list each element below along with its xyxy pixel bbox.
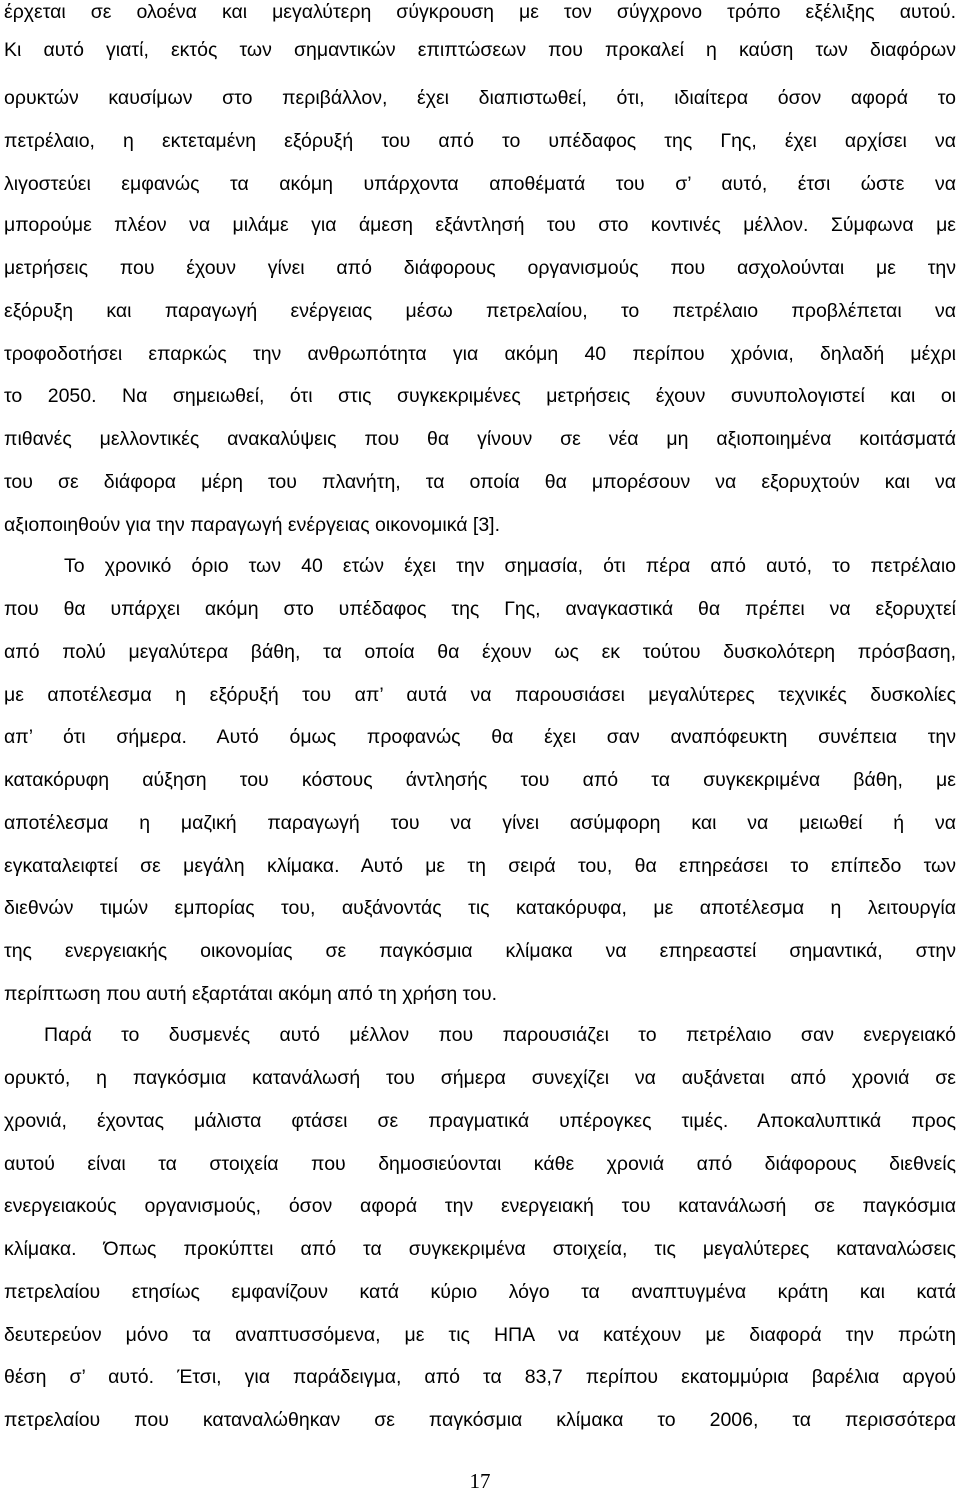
text-line: θέση σ’ αυτό. Έτσι, για παράδειγμα, από τα 83,7 περίπου εκατομμύρια βαρέλια αργού — [4, 1366, 956, 1388]
text-line: απ’ ότι σήμερα. Αυτό όμως προφανώς θα έχει σαν αναπόφευκτη συνέπεια την — [4, 726, 956, 748]
text-line: εγκαταλειφτεί σε μεγάλη κλίμακα. Αυτό με τη σειρά του, θα επηρεάσει το επίπεδο των — [4, 855, 956, 877]
text-line: πετρελαίου ετησίως εμφανίζουν κατά κύριο λόγο τα αναπτυγμένα κράτη και κατά — [4, 1281, 956, 1303]
text-line: λιγοστεύει εμφανώς τα ακόμη υπάρχοντα αποθέματά του σ’ αυτό, έτσι ώστε να — [4, 173, 956, 195]
text-line: εξόρυξη και παραγωγή ενέργειας μέσω πετρελαίου, το πετρέλαιο προβλέπεται να — [4, 300, 956, 322]
text-line: μετρήσεις που έχουν γίνει από διάφορους οργανισμούς που ασχολούνται με την — [4, 257, 956, 279]
text-line: της ενεργειακής οικονομίας σε παγκόσμια κλίμακα να επηρεαστεί σημαντικά, στην — [4, 940, 956, 962]
paragraph-first-line: Το χρονικό όριο των 40 ετών έχει την σημασία, ότι πέρα από αυτό, το πετρέλαιο — [64, 555, 956, 577]
text-line: πετρελαίου που καταναλώθηκαν σε παγκόσμια κλίμακα το 2006, τα περισσότερα — [4, 1409, 956, 1431]
page-number: 17 — [469, 1469, 491, 1493]
text-line: πιθανές μελλοντικές ανακαλύψεις που θα γίνουν σε νέα μη αξιοποιημένα κοιτάσματά — [4, 428, 956, 450]
text-line: κατακόρυφη αύξηση του κόστους άντλησής του από τα συγκεκριμένα βάθη, με — [4, 769, 956, 791]
text-line: δευτερεύον μόνο τα αναπτυσσόμενα, με τις ΗΠΑ να κατέχουν με διαφορά την πρώτη — [4, 1324, 956, 1346]
text-line: αξιοποιηθούν για την παραγωγή ενέργειας οικονομικά [3]. — [4, 514, 501, 536]
text-line: αποτέλεσμα η μαζική παραγωγή του να γίνει ασύμφορη και να μειωθεί ή να — [4, 812, 956, 834]
text-line: αυτού είναι τα στοιχεία που δημοσιεύονται κάθε χρονιά από διάφορους διεθνείς — [4, 1153, 956, 1175]
text-line: ορυκτών καυσίμων στο περιβάλλον, έχει διαπιστωθεί, ότι, ιδιαίτερα όσον αφορά το — [4, 87, 956, 109]
text-line: που θα υπάρχει ακόμη στο υπέδαφος της Γης, αναγκαστικά θα πρέπει να εξορυχτεί — [4, 598, 956, 620]
text-line: με αποτέλεσμα η εξόρυξή του απ’ αυτά να παρουσιάσει μεγαλύτερες τεχνικές δυσκολίες — [4, 684, 956, 706]
text-line: πετρέλαιο, η εκτεταμένη εξόρυξή του από το υπέδαφος της Γης, έχει αρχίσει να — [4, 130, 956, 152]
text-line: το 2050. Να σημειωθεί, ότι στις συγκεκριμένες μετρήσεις έχουν συνυπολογιστεί και οι — [4, 385, 956, 407]
text-line: έρχεται σε ολοένα και μεγαλύτερη σύγκρουση με τον σύγχρονο τρόπο εξέλιξης αυτού. — [4, 1, 956, 23]
text-line: του σε διάφορα μέρη του πλανήτη, τα οποία θα μπορέσουν να εξορυχτούν και να — [4, 471, 956, 493]
text-line: ενεργειακούς οργανισμούς, όσον αφορά την ενεργειακή του κατανάλωσή σε παγκόσμια — [4, 1195, 956, 1217]
text-line: περίπτωση που αυτή εξαρτάται ακόμη από τη χρήση του. — [4, 983, 498, 1005]
text-line: μπορούμε πλέον να μιλάμε για άμεση εξάντλησή του στο κοντινές μέλλον. Σύμφωνα με — [4, 214, 956, 236]
text-line: Κι αυτό γιατί, εκτός των σημαντικών επιπτώσεων που προκαλεί η καύση των διαφόρων — [4, 39, 956, 61]
text-line: διεθνών τιμών εμπορίας του, αυξάνοντάς τις κατακόρυφα, με αποτέλεσμα η λειτουργία — [4, 897, 956, 919]
text-line: χρονιά, έχοντας μάλιστα φτάσει σε πραγματικά υπέρογκες τιμές. Αποκαλυπτικά προς — [4, 1110, 956, 1132]
text-line: κλίμακα. Όπως προκύπτει από τα συγκεκριμένα στοιχεία, τις μεγαλύτερες καταναλώσεις — [4, 1238, 956, 1260]
text-line: τροφοδοτήσει επαρκώς την ανθρωπότητα για ακόμη 40 περίπου χρόνια, δηλαδή μέχρι — [4, 343, 956, 365]
text-line: ορυκτό, η παγκόσμια κατανάλωσή του σήμερα συνεχίζει να αυξάνεται από χρονιά σε — [4, 1067, 956, 1089]
text-line: από πολύ μεγαλύτερα βάθη, τα οποία θα έχουν ως εκ τούτου δυσκολότερη πρόσβαση, — [4, 641, 956, 663]
paragraph-first-line: Παρά το δυσμενές αυτό μέλλον που παρουσιάζει το πετρέλαιο σαν ενεργειακό — [44, 1024, 956, 1046]
